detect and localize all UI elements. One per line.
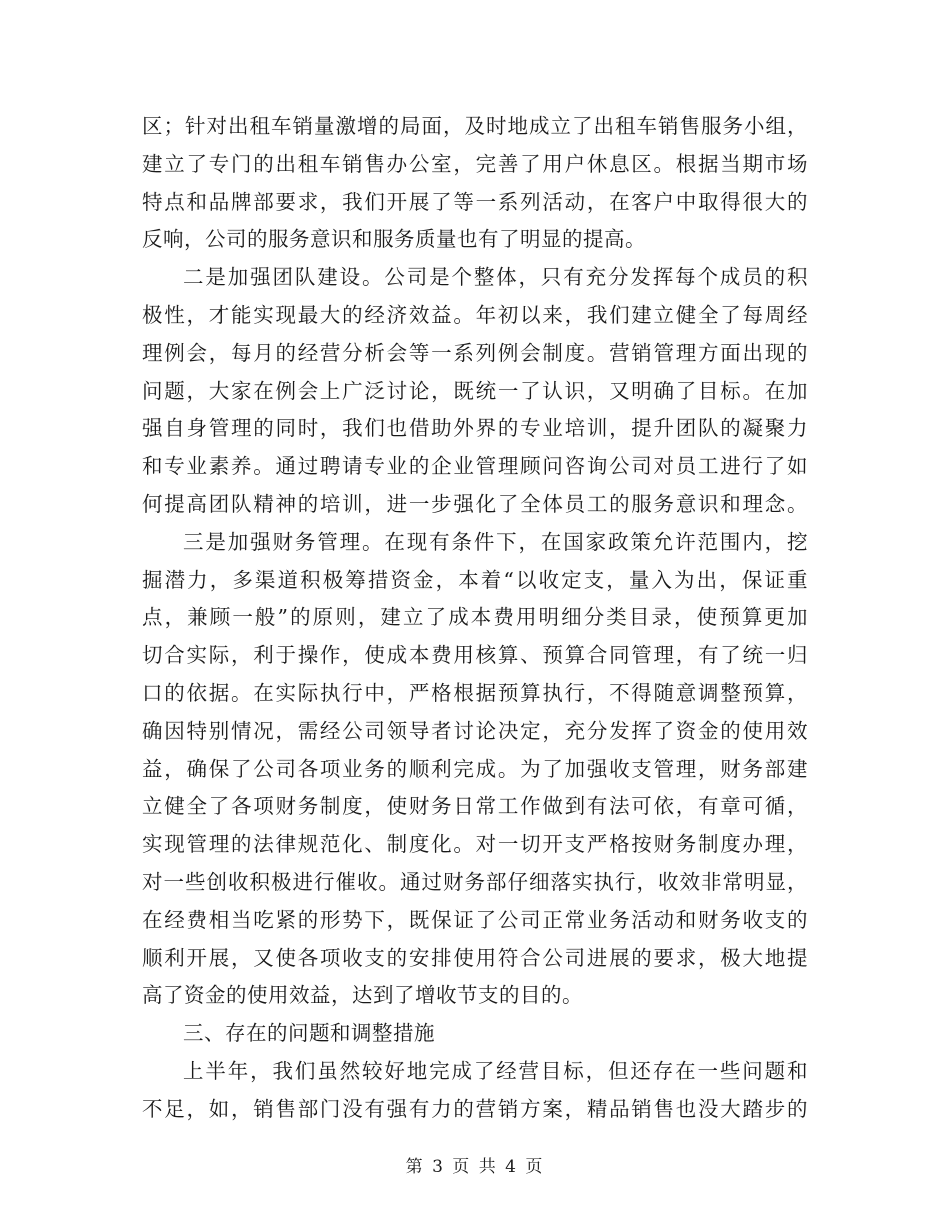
text-line: 实现管理的法律规范化、制度化。对一切开支严格按财务制度办理，: [142, 832, 808, 857]
text-line: 掘潜力，多渠道积极筹措资金，本着“以收定支，量入为出，保证重: [142, 567, 808, 592]
text-line: 立健全了各项财务制度，使财务日常工作做到有法可依，有章可循，: [142, 794, 808, 819]
text-line: 上半年，我们虽然较好地完成了经营目标，但还存在一些问题和: [183, 1058, 808, 1083]
text-line: 点，兼顾一般”的原则，建立了成本费用明细分类目录，使预算更加: [142, 605, 808, 630]
text-line: 二是加强团队建设。公司是个整体，只有充分发挥每个成员的积: [183, 265, 808, 290]
text-line: 和专业素养。通过聘请专业的企业管理顾问咨询公司对员工进行了如: [142, 454, 808, 479]
text-line: 极性，才能实现最大的经济效益。年初以来，我们建立健全了每周经: [142, 302, 808, 327]
text-line: 高了资金的使用效益，达到了增收节支的目的。: [142, 983, 583, 1008]
text-line: 问题，大家在例会上广泛讨论，既统一了认识，又明确了目标。在加: [142, 378, 808, 403]
text-line: 建立了专门的出租车销售办公室，完善了用户休息区。根据当期市场: [142, 151, 808, 176]
text-line: 在经费相当吃紧的形势下，既保证了公司正常业务活动和财务收支的: [142, 907, 808, 932]
text-line: 三是加强财务管理。在现有条件下，在国家政策允许范围内，挖: [183, 529, 808, 554]
text-line: 强自身管理的同时，我们也借助外界的专业培训，提升团队的凝聚力: [142, 416, 808, 441]
text-line: 切合实际，利于操作，使成本费用核算、预算合同管理，有了统一归: [142, 643, 808, 668]
text-line: 益，确保了公司各项业务的顺利完成。为了加强收支管理，财务部建: [142, 756, 808, 781]
document-body: [142, 108, 808, 1129]
text-line: 不足，如，销售部门没有强有力的营销方案，精品销售也没大踏步的: [142, 1096, 808, 1121]
text-line: 顺利开展，又使各项收支的安排使用符合公司进展的要求，极大地提: [142, 945, 808, 970]
text-line: 确因特别情况，需经公司领导者讨论决定，充分发挥了资金的使用效: [142, 718, 808, 743]
text-line: 何提高团队精神的培训，进一步强化了全体员工的服务意识和理念。: [142, 491, 808, 516]
section-heading: 三、存在的问题和调整措施: [183, 1021, 435, 1046]
text-line: 特点和品牌部要求，我们开展了等一系列活动，在客户中取得很大的: [142, 189, 808, 214]
text-line: 区；针对出租车销量激增的局面，及时地成立了出租车销售服务小组，: [142, 114, 808, 138]
text-line: 理例会，每月的经营分析会等一系列例会制度。营销管理方面出现的: [142, 340, 808, 365]
text-line: 反响，公司的服务意识和服务质量也有了明显的提高。: [142, 227, 646, 252]
text-line: 口的依据。在实际执行中，严格根据预算执行，不得随意调整预算，: [142, 680, 808, 705]
page-footer: 第 3 页 共 4 页: [405, 1157, 545, 1177]
text-line: 对一些创收积极进行催收。通过财务部仔细落实执行，收效非常明显，: [142, 869, 808, 894]
